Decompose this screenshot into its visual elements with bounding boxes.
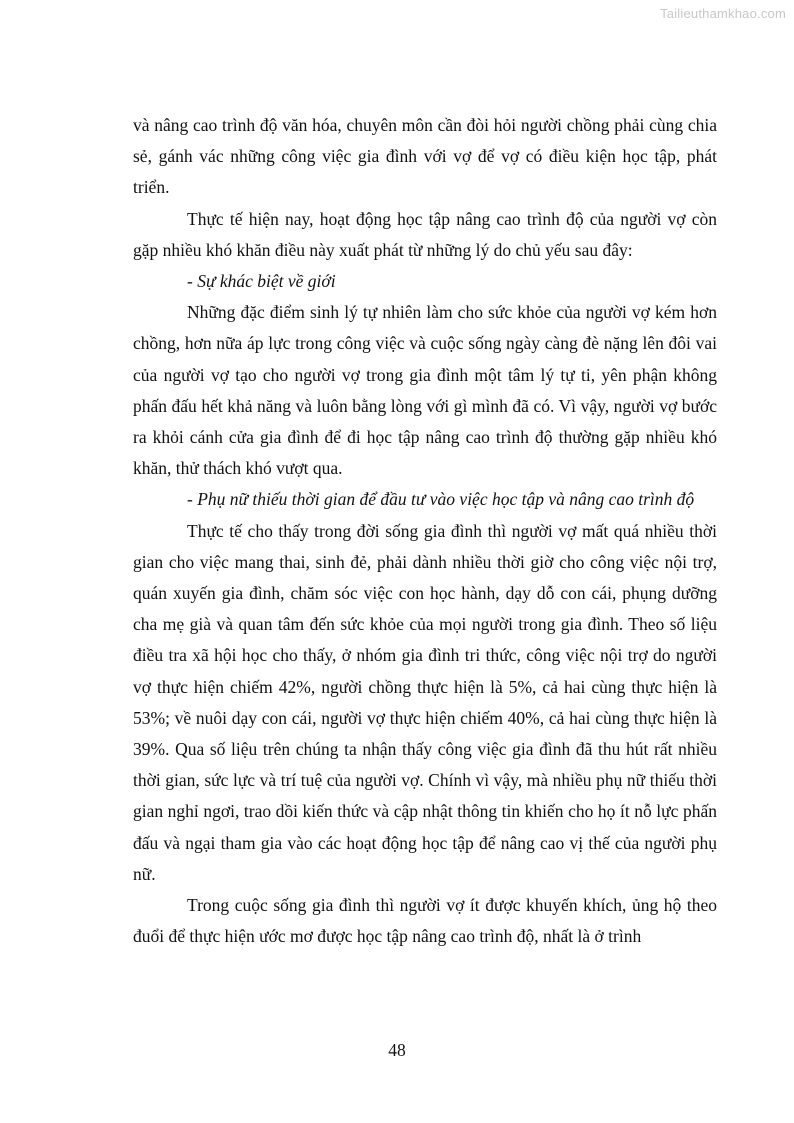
- paragraph-continuation: và nâng cao trình độ văn hóa, chuyên môn cần đòi hỏi người chồng phải cùng chia sẻ, gánh vác những công việc gia đình với vợ để vợ có điều kiện học tập, phát triển.: [133, 115, 717, 198]
- page-number: 48: [388, 1040, 406, 1060]
- subheading-gender-difference: - Sự khác biệt về giới: [187, 271, 336, 292]
- watermark-text: Tailieuthamkhao.com: [660, 6, 786, 21]
- subheading-lack-of-time: - Phụ nữ thiếu thời gian để đầu tư vào việc học tập và nâng cao trình độ: [187, 489, 695, 510]
- document-body: [133, 110, 717, 952]
- paragraph-physiology: Những đặc điểm sinh lý tự nhiên làm cho sức khỏe của người vợ kém hơn chồng, hơn nữa áp lực trong công việc và cuộc sống ngày càng đè nặng lên đôi vai của người vợ tạo cho người vợ trong gia đình một tâm lý tự ti, yên phận không phấn đấu hết khả năng và luôn bằng lòng với gì mình đã có. Vì vậy, người vợ bước ra khỏi cánh cửa gia đình để đi học tập nâng cao trình độ thường gặp nhiều khó khăn, thử thách khó vượt qua.: [133, 302, 717, 479]
- paragraph-reality: Thực tế hiện nay, hoạt động học tập nâng cao trình độ của người vợ còn gặp nhiều khó khăn điều này xuất phát từ những lý do chủ yếu sau đây:: [133, 208, 717, 260]
- paragraph-encouragement: Trong cuộc sống gia đình thì người vợ ít được khuyến khích, ủng hộ theo đuổi để thực hiện ước mơ được học tập nâng cao trình độ, nhất là ở trình: [133, 895, 717, 947]
- paragraph-statistics: Thực tế cho thấy trong đời sống gia đình thì người vợ mất quá nhiều thời gian cho việc mang thai, sinh đẻ, phải dành nhiều thời giờ cho công việc nội trợ, quán xuyến gia đình, chăm sóc việc con học hành, dạy dỗ con cái, phụng dưỡng cha mẹ già và quan tâm đến sức khỏe của mọi người trong gia đình. Theo số liệu điều tra xã hội học cho thấy, ở nhóm gia đình tri thức, công việc nội trợ do người vợ thực hiện chiếm 42%, người chồng thực hiện là 5%, cả hai cùng thực hiện là 53%; về nuôi dạy con cái, người vợ thực hiện chiếm 40%, cả hai cùng thực hiện là 39%. Qua số liệu trên chúng ta nhận thấy công việc gia đình đã thu hút rất nhiều thời gian, sức lực và trí tuệ của người vợ. Chính vì vậy, mà nhiều phụ nữ thiếu thời gian nghỉ ngơi, trao dồi kiến thức và cập nhật thông tin khiến cho họ ít nỗ lực phấn đấu và ngại tham gia vào các hoạt động học tập để nâng cao vị thế của người phụ nữ.: [133, 520, 717, 884]
